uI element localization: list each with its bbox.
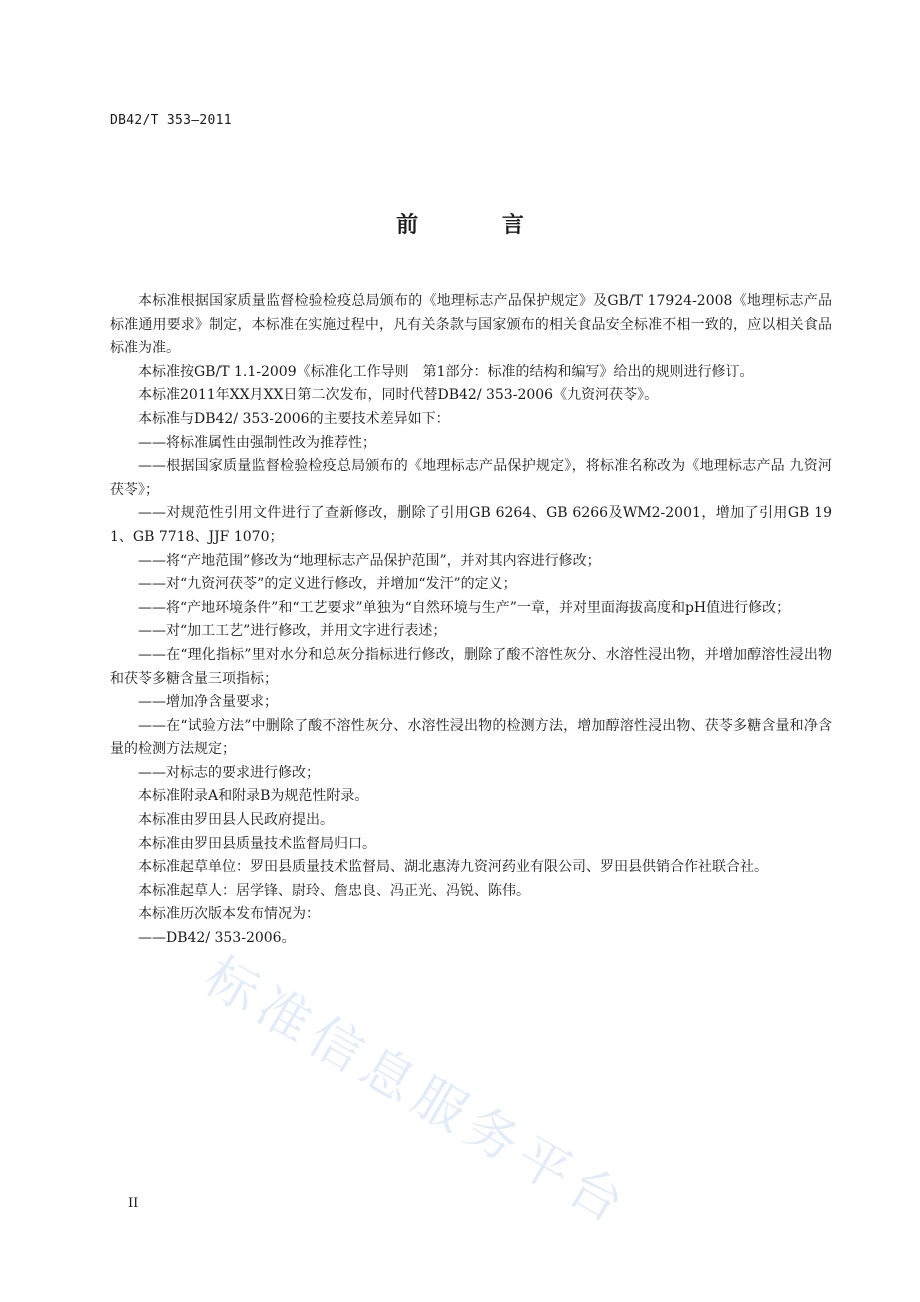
- paragraph: 本标准历次版本发布情况为：: [138, 906, 320, 923]
- paragraph: ——根据国家质量监督检验检疫总局颁布的《地理标志产品保护规定》，将标准名称改为《地理标志产品 九资河茯苓》；: [110, 458, 832, 498]
- paragraph: ——将标准属性由强制性改为推荐性；: [138, 434, 376, 451]
- paragraph: 本标准根据国家质量监督检验检疫总局颁布的《地理标志产品保护规定》及GB/T 17924-2008《地理标志产品标准通用要求》制定，本标准在实施过程中，凡有关条款与国家颁布的相关食品安全标准不相一致的，应以相关食品标准为准。: [110, 293, 832, 357]
- paragraph: 本标准起草单位：罗田县质量技术监督局、湖北惠涛九资河药业有限公司、罗田县供销合作社联合社。: [138, 859, 768, 876]
- document-body: [110, 290, 832, 951]
- watermark: 标准信息服务平台: [194, 946, 640, 1239]
- document-code: DB42/T 353—2011: [110, 113, 232, 128]
- paragraph: 本标准由罗田县人民政府提出。: [138, 812, 334, 829]
- paragraph: 本标准按GB/T 1.1-2009《标准化工作导则 第1部分：标准的结构和编写》给出的规则进行修订。: [138, 363, 754, 380]
- paragraph: ——对标志的要求进行修改；: [138, 764, 320, 781]
- paragraph: ——增加净含量要求；: [138, 694, 278, 711]
- paragraph: ——对“加工工艺”进行修改，并用文字进行表述；: [138, 623, 447, 640]
- paragraph: ——在“试验方法”中删除了酸不溶性灰分、水溶性浸出物的检测方法，增加醇溶性浸出物、茯苓多糖含量和净含量的检测方法规定；: [110, 717, 832, 758]
- paragraph: ——对“九资河茯苓”的定义进行修改，并增加“发汗”的定义；: [138, 576, 517, 593]
- paragraph: 本标准由罗田县质量技术监督局归口。: [138, 835, 376, 852]
- paragraph: ——DB42/ 353-2006。: [138, 930, 296, 947]
- page-title: 前 言: [396, 213, 562, 238]
- paragraph: 本标准与DB42/ 353-2006的主要技术差异如下：: [138, 410, 450, 427]
- paragraph: 本标准2011年XX月XX日第二次发布，同时代替DB42/ 353-2006《九资河茯苓》。: [138, 387, 659, 404]
- page-number: II: [128, 1196, 139, 1211]
- paragraph: 本标准附录A和附录B为规范性附录。: [138, 788, 369, 805]
- paragraph: ——将“产地环境条件”和“工艺要求”单独为“自然环境与生产”一章，并对里面海拔高度和pH值进行修改；: [138, 599, 791, 616]
- paragraph: ——对规范性引用文件进行了查新修改，删除了引用GB 6264、GB 6266及WM2-2001，增加了引用GB 191、GB 7718、JJF 1070；: [110, 505, 832, 545]
- paragraph: 本标准起草人：居学锋、尉玲、詹忠良、冯正光、冯锐、陈伟。: [138, 882, 530, 899]
- paragraph: ——将“产地范围”修改为“地理标志产品保护范围”，并对其内容进行修改；: [138, 552, 601, 569]
- paragraph: ——在“理化指标”里对水分和总灰分指标进行修改，删除了酸不溶性灰分、水溶性浸出物，并增加醇溶性浸出物和茯苓多糖含量三项指标；: [110, 646, 832, 687]
